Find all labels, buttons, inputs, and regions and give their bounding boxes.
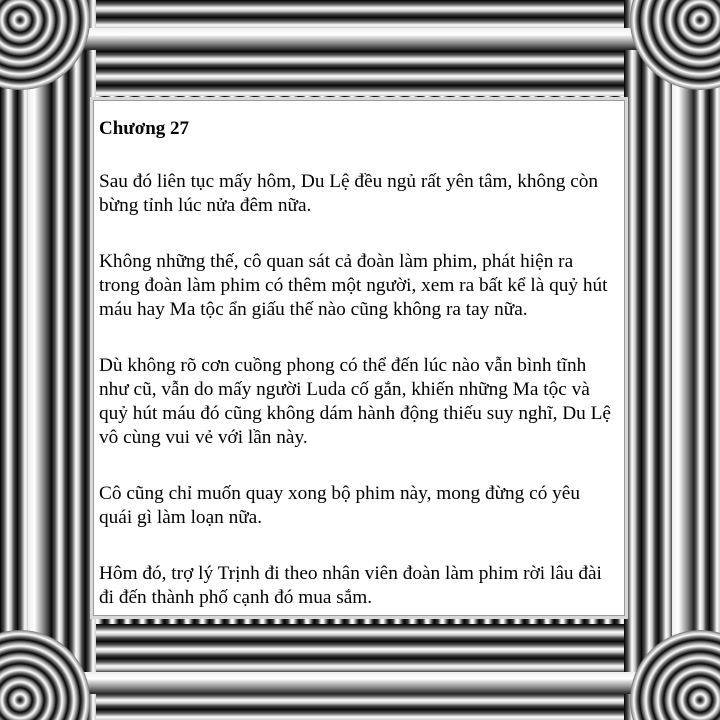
frame-bar-left	[28, 60, 50, 660]
frame-bar-bottom	[60, 672, 660, 694]
paragraph: Hôm đó, trợ lý Trịnh đi theo nhân viên đoàn làm phim rời lâu đài đi đến thành phố cạnh đó mua sắm.	[99, 563, 602, 608]
paragraph: Không những thế, cô quan sát cả đoàn làm phim, phát hiện ra trong đoàn làm phim có thêm một người, xem ra bất kể là quỷ hút máu hay Ma tộc ẩn giấu thế nào cũng không ra tay nữa.	[99, 251, 608, 320]
paragraph: Sau đó liên tục mấy hôm, Du Lệ đều ngủ rất yên tâm, không còn bừng tỉnh lúc nửa đêm nữa.	[99, 171, 599, 216]
paragraph: Dù không rõ cơn cuồng phong có thể đến lúc nào vẫn bình tĩnh như cũ, vẫn do mấy người Luda cố gắn, khiến những Ma tộc và quỷ hút máu đó cũng không dám hành động thiếu suy nghĩ, Du Lệ vô cùng vui vẻ với lần này.	[99, 355, 611, 448]
paragraph: Cô cũng chỉ muốn quay xong bộ phim này, mong đừng có yêu quái gì làm loạn nữa.	[99, 483, 580, 528]
frame-bar-top	[60, 28, 660, 50]
chapter-title: Chương 27	[99, 118, 190, 139]
text-page	[90, 97, 628, 619]
frame-bar-right	[672, 60, 694, 660]
